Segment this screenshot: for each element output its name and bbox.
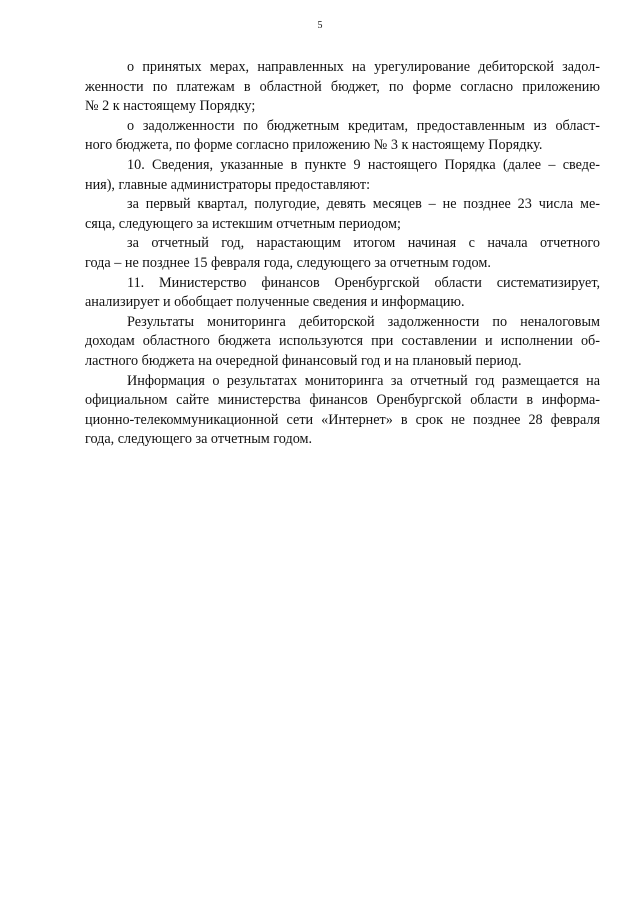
paragraph-line: ния), главные администраторы предоставляют: bbox=[85, 176, 371, 193]
paragraph-line: сяца, следующего за истекшим отчетным периодом; bbox=[85, 215, 401, 232]
paragraph-line: Информация о результатах мониторинга за отчетный год размещается на bbox=[127, 372, 600, 389]
paragraph-line: 11. Министерство финансов Оренбургской области систематизирует, bbox=[127, 274, 600, 291]
paragraph-line: о задолженности по бюджетным кредитам, предоставленным из област- bbox=[127, 117, 600, 134]
paragraph-2 bbox=[85, 117, 600, 156]
paragraph-line: о принятых мерах, направленных на урегулирование дебиторской задол- bbox=[127, 59, 600, 75]
paragraph-line: за отчетный год, нарастающим итогом начиная с начала отчетного bbox=[127, 235, 600, 252]
paragraph-line: 10. Сведения, указанные в пункте 9 настоящего Порядка (далее – сведе- bbox=[127, 156, 600, 173]
paragraph-line: за первый квартал, полугодие, девять месяцев – не позднее 23 числа ме- bbox=[127, 196, 600, 213]
paragraph-line: официальном сайте министерства финансов Оренбургской области в информа- bbox=[85, 392, 600, 409]
paragraph-line: года, следующего за отчетным годом. bbox=[85, 431, 313, 448]
paragraph-line: анализирует и обобщает полученные сведения и информацию. bbox=[85, 294, 465, 311]
paragraph-4 bbox=[85, 195, 600, 234]
paragraph-line: № 2 к настоящему Порядку; bbox=[85, 98, 256, 115]
paragraph-line: женности по платежам в областной бюджет, по форме согласно приложению bbox=[85, 78, 600, 95]
paragraph-8 bbox=[85, 372, 600, 450]
paragraph-line: ного бюджета, по форме согласно приложению № 3 к настоящему Порядку. bbox=[85, 137, 543, 154]
paragraph-line: Результаты мониторинга дебиторской задолженности по неналоговым bbox=[127, 313, 600, 330]
document-body bbox=[85, 58, 600, 450]
paragraph-7 bbox=[85, 313, 600, 372]
page-number: 5 bbox=[317, 20, 323, 31]
paragraph-line: ластного бюджета на очередной финансовый год и на плановый период. bbox=[85, 352, 522, 369]
paragraph-line: года – не позднее 15 февраля года, следующего за отчетным годом. bbox=[85, 254, 491, 271]
paragraph-line: доходам областного бюджета используются при составлении и исполнении об- bbox=[85, 333, 600, 350]
paragraph-3 bbox=[85, 156, 600, 195]
paragraph-5 bbox=[85, 234, 600, 273]
paragraph-1 bbox=[85, 58, 600, 117]
paragraph-6 bbox=[85, 274, 600, 313]
paragraph-line: ционно-телекоммуникационной сети «Интернет» в срок не позднее 28 февраля bbox=[85, 411, 600, 428]
